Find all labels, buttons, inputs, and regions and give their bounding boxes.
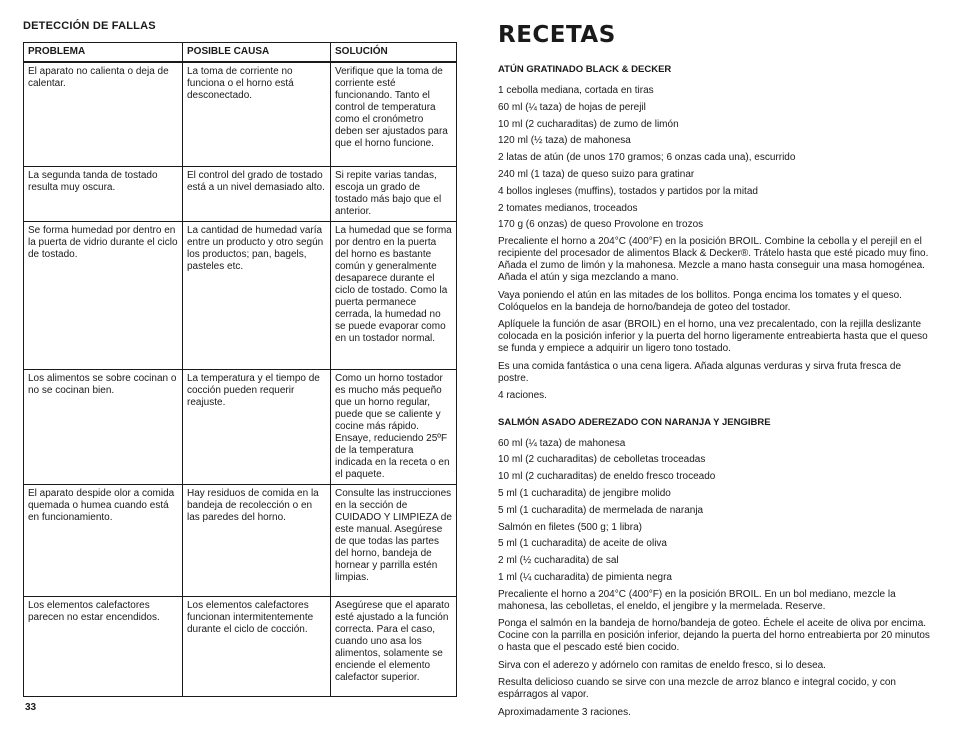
recipe-title: ATÚN GRATINADO BLACK & DECKER xyxy=(498,64,672,75)
instruction-paragraph: Aplíquele la función de asar (BROIL) en el horno, una vez precalentado, con la rejilla deslizante colocada en la posición inferior y la puerta del horno ligeramente entreabierta hasta que el queso se funda y empiece a adquirir un ligero tono tostado. xyxy=(498,319,928,355)
ingredient-item: 2 ml (½ cucharadita) de sal xyxy=(498,555,619,567)
ingredient-item: 60 ml (¼ taza) de mahonesa xyxy=(498,437,626,449)
solution-cell: Verifique que la toma de corriente esté funcionando. Tanto el control de temperatura como el cronómetro deben ser ajustados para que el horno funcione. xyxy=(331,62,457,166)
table-row xyxy=(24,62,457,166)
cause-cell: Los elementos calefactores funcionan intermitentemente durante el ciclo de cocción. xyxy=(183,596,331,696)
servings: Aproximadamente 3 raciones. xyxy=(498,706,631,718)
troubleshooting-section xyxy=(23,20,456,697)
ingredient-item: 2 tomates medianos, troceados xyxy=(498,202,638,214)
table-row xyxy=(24,484,457,596)
servings: 4 raciones. xyxy=(498,390,547,402)
ingredient-item: 120 ml (½ taza) de mahonesa xyxy=(498,135,631,147)
ingredient-list xyxy=(498,85,934,231)
ingredient-item: 10 ml (2 cucharaditas) de zumo de limón xyxy=(498,118,679,130)
ingredient-item: 1 cebolla mediana, cortada en tiras xyxy=(498,85,654,96)
problem-cell: Los elementos calefactores parecen no estar encendidos. xyxy=(24,596,183,696)
problem-cell: La segunda tanda de tostado resulta muy oscura. xyxy=(24,166,183,221)
ingredient-item: 10 ml (2 cucharaditas) de eneldo fresco troceado xyxy=(498,471,716,483)
instruction-paragraph: Ponga el salmón en la bandeja de horno/bandeja de goteo. Échele el aceite de oliva por encima. Cocine con la parrilla en posición inferior, dejando la puerta del horno entreabierta por 20 minutos o hasta que el pescado esté bien cocido. xyxy=(498,618,930,654)
instruction-list xyxy=(498,589,934,719)
table-header-row xyxy=(24,43,457,63)
instruction-paragraph: Precaliente el horno a 204°C (400°F) en la posición BROIL. Combine la cebolla y el perejil en el recipiente del procesador de alimentos Black & Decker®. Trátelo hasta que esté picado muy fino. Añada el zumo de limón y la mahonesa. Mezcle a mano hasta conseguir una masa homogénea. Añada el atún y siga mezclando a mano. xyxy=(498,236,929,284)
page-number: 33 xyxy=(25,702,37,713)
table-row xyxy=(24,166,457,221)
instruction-list xyxy=(498,236,934,402)
troubleshooting-table xyxy=(23,42,457,697)
cause-cell: La cantidad de humedad varía entre un producto y otro según los productos; pan, bagels, pasteles etc. xyxy=(183,221,331,369)
problem-cell: El aparato despide olor a comida quemada o humea cuando está en funcionamiento. xyxy=(24,484,183,596)
header-problem: PROBLEMA xyxy=(24,43,183,63)
ingredient-item: 10 ml (2 cucharaditas) de cebolletas troceadas xyxy=(498,454,706,466)
problem-cell: Se forma humedad por dentro en la puerta de vidrio durante el ciclo de tostado. xyxy=(24,221,183,369)
solution-cell: Si repite varias tandas, escoja un grado de tostado más bajo que el anterior. xyxy=(331,166,457,221)
page-title: RECETAS xyxy=(498,22,616,48)
ingredient-list xyxy=(498,438,934,584)
table-row xyxy=(24,221,457,369)
problem-cell: Los alimentos se sobre cocinan o no se cocinan bien. xyxy=(24,369,183,484)
cause-cell: Hay residuos de comida en la bandeja de recolección o en las paredes del horno. xyxy=(183,484,331,596)
ingredient-item: Salmón en filetes (500 g; 1 libra) xyxy=(498,521,642,533)
recipes-section xyxy=(498,22,934,724)
ingredient-item: 5 ml (1 cucharadita) de jengibre molido xyxy=(498,488,671,500)
solution-cell: La humedad que se forma por dentro en la puerta del horno es bastante común y generalmente desaparece durante el ciclo de tostado. Como la puerta permanece cerrada, la humedad no se puede evaporar como en un tostador normal. xyxy=(331,221,457,369)
ingredient-item: 5 ml (1 cucharadita) de aceite de oliva xyxy=(498,538,667,550)
ingredient-item: 5 ml (1 cucharadita) de mermelada de naranja xyxy=(498,504,704,516)
ingredient-item: 2 latas de atún (de unos 170 gramos; 6 onzas cada una), escurrido xyxy=(498,152,796,164)
instruction-paragraph: Resulta delicioso cuando se sirve con una mezcle de arroz blanco e integral cocido, y con espárragos al vapor. xyxy=(498,677,896,701)
solution-cell: Asegúrese que el aparato esté ajustado a la función correcta. Para el caso, cuando uno asa los alimentos, solamente se enciende el elemento calefactor superior. xyxy=(331,596,457,696)
instruction-paragraph: Vaya poniendo el atún en las mitades de los bollitos. Ponga encima los tomates y el queso. Colóquelos en la bandeja de horno/bandeja de goteo del tostador. xyxy=(498,289,902,313)
cause-cell: El control del grado de tostado está a un nivel demasiado alto. xyxy=(183,166,331,221)
ingredient-item: 1 ml (¼ cucharadita) de pimienta negra xyxy=(498,572,672,584)
cause-cell: La temperatura y el tiempo de cocción pueden requerir reajuste. xyxy=(183,369,331,484)
table-row xyxy=(24,596,457,696)
solution-cell: Consulte las instrucciones en la sección de CUIDADO Y LIMPIEZA de este manual. Asegúrese de que todas las partes del horno, bandeja de hornear y parrilla estén limpias. xyxy=(331,484,457,596)
ingredient-item: 240 ml (1 taza) de queso suizo para gratinar xyxy=(498,168,695,180)
section-title: DETECCIÓN DE FALLAS xyxy=(23,20,156,32)
problem-cell: El aparato no calienta o deja de calentar. xyxy=(24,62,183,166)
recipe-title: SALMÓN ASADO ADEREZADO CON NARANJA Y JENGIBRE xyxy=(498,416,771,428)
instruction-paragraph: Sirva con el aderezo y adórnelo con ramitas de eneldo fresco, si lo desea. xyxy=(498,659,826,671)
header-solution: SOLUCIÓN xyxy=(331,43,457,63)
header-cause: POSIBLE CAUSA xyxy=(183,43,331,63)
solution-cell: Como un horno tostador es mucho más pequeño que un horno regular, puede que se caliente y cocine más rápido. Ensaye, reduciendo 25ºF de la temperatura indicada en la receta o en el paquete. xyxy=(331,369,457,484)
ingredient-item: 4 bollos ingleses (muffins), tostados y partidos por la mitad xyxy=(498,185,758,197)
ingredient-item: 60 ml (¼ taza) de hojas de perejil xyxy=(498,101,646,113)
table-row xyxy=(24,369,457,484)
ingredient-item: 170 g (6 onzas) de queso Provolone en trozos xyxy=(498,219,704,231)
instruction-paragraph: Precaliente el horno a 204°C (400°F) en la posición BROIL. En un bol mediano, mezcle la mahonesa, las cebolletas, el eneldo, el jengibre y la mermelada. Reserve. xyxy=(498,588,896,612)
cause-cell: La toma de corriente no funciona o el horno está desconectado. xyxy=(183,62,331,166)
instruction-paragraph: Es una comida fantástica o una cena ligera. Añada algunas verduras y sirva fruta fresca de postre. xyxy=(498,360,902,384)
